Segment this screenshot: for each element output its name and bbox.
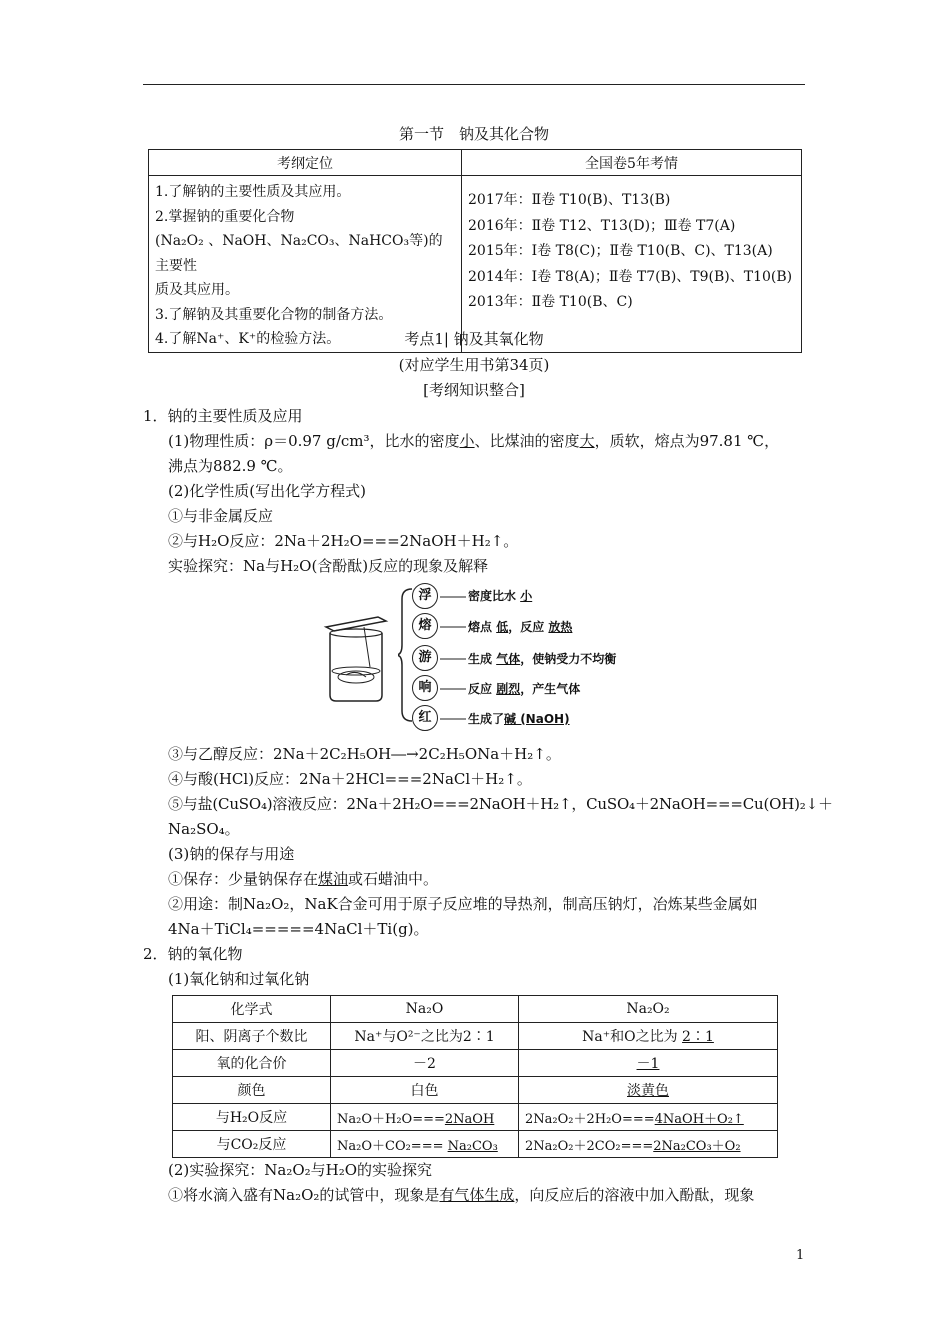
table-row: 与H₂O反应 Na₂O＋H₂O===2NaOH 2Na₂O₂＋2H₂O===4NaOH＋O₂↑	[173, 1104, 778, 1131]
circle-char: 游	[412, 645, 438, 671]
oxide-table	[172, 995, 778, 1158]
blank-answer: 淡黄色	[627, 1083, 669, 1099]
diagram-row-swim: 游 生成 气体，使钠受力不均衡	[412, 645, 640, 673]
kaodian-ref: (对应学生用书第34页)	[398, 356, 550, 374]
exam-line: 2016年：Ⅱ卷 T12、T13(D)；Ⅲ卷 T7(A)	[468, 217, 736, 234]
table-row: 颜色 白色 淡黄色	[173, 1077, 778, 1104]
exam-line: 2015年：Ⅰ卷 T8(C)；Ⅱ卷 T10(B、C)、T13(A)	[468, 243, 773, 259]
oxide-header: Na₂O	[331, 996, 519, 1023]
exam-line: 2017年：Ⅱ卷 T10(B)、T13(B)	[468, 192, 671, 208]
table-row: 阳、阴离子个数比 Na⁺与O²⁻之比为2∶1 Na⁺和O之比为 2∶1	[173, 1023, 778, 1050]
outline-head-left: 考纲定位	[149, 150, 462, 176]
blank-answer: 有气体生成	[439, 1186, 515, 1204]
s1-nonmetal: ①与非金属反应	[168, 507, 274, 525]
blank-answer: Na₂CO₃	[447, 1138, 498, 1154]
circle-char: 红	[412, 705, 438, 731]
exam-line: 2013年：Ⅱ卷 T10(B、C)	[468, 294, 633, 310]
blank-answer: －1	[636, 1056, 660, 1072]
s1-salt: ⑤与盐(CuSO₄)溶液反应：2Na＋2H₂O===2NaOH＋H₂↑，CuSO₄＋2NaOH===Cu(OH)₂↓＋	[168, 795, 833, 813]
s1-storage-title: (3)钠的保存与用途	[168, 845, 295, 863]
s1-experiment: 实验探究：Na与H₂O(含酚酞)反应的现象及解释	[168, 557, 489, 575]
s1-chemical: (2)化学性质(写出化学方程式)	[168, 482, 366, 500]
goal-line: (Na₂O₂ 、NaOH、Na₂CO₃、NaHCO₃等)的主要性	[155, 233, 443, 274]
s2-subtitle: (1)氧化钠和过氧化钠	[168, 970, 310, 988]
blank-answer: 2NaOH	[444, 1111, 495, 1127]
outline-exams	[462, 176, 802, 353]
goal-line: 4.了解Na⁺、K⁺的检验方法。	[155, 331, 341, 347]
diagram-row-red: 红 生成了碱 (NaOH)	[412, 705, 640, 733]
oxide-header: Na₂O₂	[519, 996, 778, 1023]
diagram-row-melt: 熔 熔点 低，反应 放热	[412, 613, 640, 641]
s2-title: 2．钠的氧化物	[143, 945, 243, 963]
oxide-header: 化学式	[173, 996, 331, 1023]
s1-ethanol: ③与乙醇反应：2Na＋2C₂H₅OH―→2C₂H₅ONa＋H₂↑。	[168, 745, 561, 763]
outline-head-right: 全国卷5年考情	[462, 150, 802, 176]
s2-experiment-step: ①将水滴入盛有Na₂O₂的试管中，现象是有气体生成，向反应后的溶液中加入酚酞，现象	[168, 1186, 755, 1204]
s1-uses-cont: 4Na＋TiCl₄=====4NaCl＋Ti(g)。	[168, 920, 429, 938]
goal-line: 1.了解钠的主要性质及其应用。	[155, 184, 351, 200]
s1-physical-cont: 沸点为882.9 ℃。	[168, 457, 293, 475]
s1-title: 1．钠的主要性质及应用	[143, 407, 303, 425]
blank-answer: 大	[579, 432, 595, 450]
s1-water: ②与H₂O反应：2Na＋2H₂O===2NaOH＋H₂↑。	[168, 532, 519, 550]
goal-line: 3.了解钠及其重要化合物的制备方法。	[155, 306, 393, 323]
circle-char: 熔	[412, 613, 438, 639]
s1-acid: ④与酸(HCl)反应：2Na＋2HCl===2NaCl＋H₂↑。	[168, 770, 532, 788]
header-rule	[143, 84, 805, 85]
blank-answer: 4NaOH＋O₂↑	[654, 1111, 744, 1127]
s1-salt-cont: Na₂SO₄。	[168, 820, 240, 838]
page-number: 1	[796, 1248, 805, 1263]
kaodian-bracket: [考纲知识整合]	[423, 381, 525, 399]
beaker-illustration	[320, 605, 400, 705]
s1-uses: ②用途：制Na₂O₂，NaK合金可用于原子反应堆的导热剂，制高压钠灯，冶炼某些金属如	[168, 895, 758, 913]
goal-line: 2.掌握钠的重要化合物	[155, 208, 295, 225]
section-title: 第一节 钠及其化合物	[398, 125, 549, 143]
blank-answer: 小	[459, 432, 475, 450]
s1-storage: ①保存：少量钠保存在煤油或石蜡油中。	[168, 870, 439, 888]
blank-answer: 2∶1	[682, 1029, 714, 1045]
exam-line: 2014年：Ⅰ卷 T8(A)；Ⅱ卷 T7(B)、T9(B)、T10(B)	[468, 268, 793, 285]
outline-table	[148, 149, 802, 353]
outline-goals	[149, 176, 462, 353]
diagram-row-sound: 响 反应 剧烈，产生气体	[412, 675, 640, 703]
circle-char: 响	[412, 675, 438, 701]
blank-answer: 2Na₂CO₃＋O₂	[653, 1138, 741, 1154]
s1-physical: (1)物理性质：ρ＝0.97 g/cm³，比水的密度小、比煤油的密度大，质软，熔点为97.81 ℃，	[168, 432, 780, 450]
table-row: 与CO₂反应 Na₂O＋CO₂=== Na₂CO₃ 2Na₂O₂＋2CO₂===2Na₂CO₃＋O₂	[173, 1131, 778, 1158]
blank-answer: 煤油	[318, 870, 349, 888]
table-row: 氧的化合价 －2 －1	[173, 1050, 778, 1077]
circle-char: 浮	[412, 583, 438, 609]
experiment-diagram	[320, 583, 640, 733]
diagram-row-float: 浮 密度比水 小	[412, 583, 640, 611]
s2-experiment: (2)实验探究：Na₂O₂与H₂O的实验探究	[168, 1161, 433, 1179]
kaodian-title: 考点1| 钠及其氧化物	[404, 330, 544, 348]
goal-line: 质及其应用。	[155, 282, 239, 298]
